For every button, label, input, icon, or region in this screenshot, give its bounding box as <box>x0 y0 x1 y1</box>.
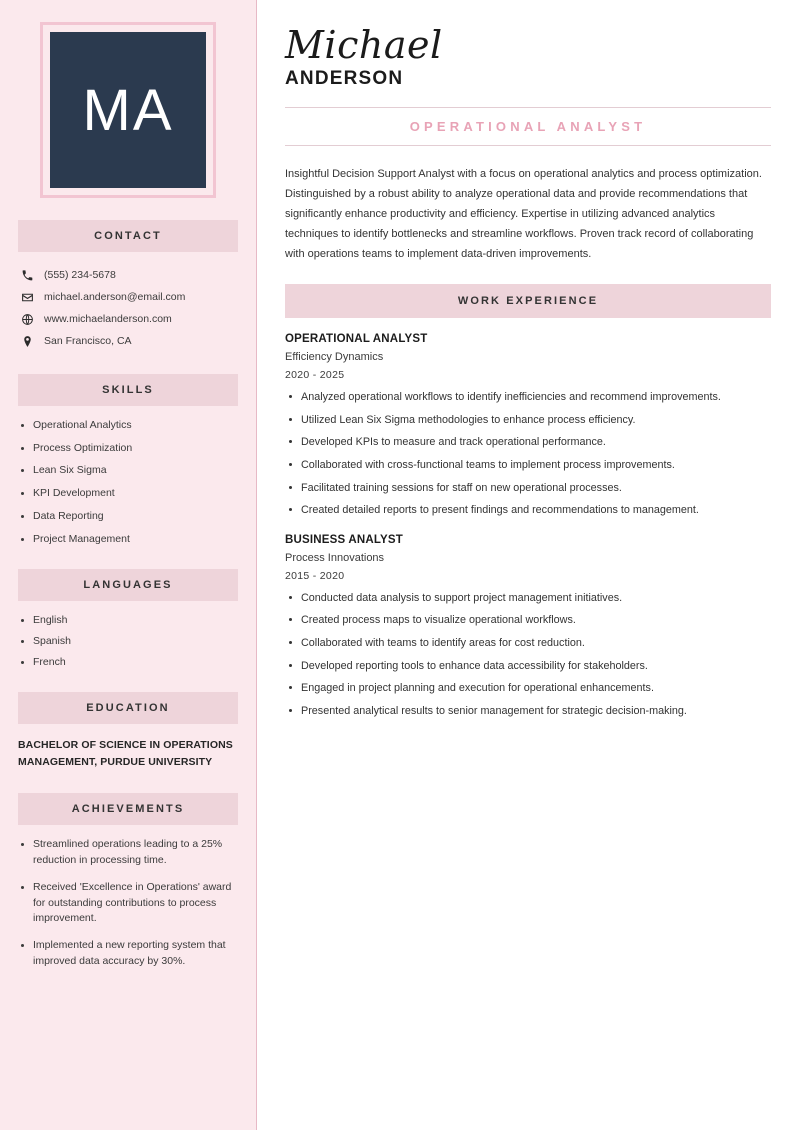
contact-list <box>18 264 238 352</box>
list-item: Utilized Lean Six Sigma methodologies to enhance process efficiency. <box>285 412 771 428</box>
job-bullet-list <box>285 590 771 720</box>
sidebar-heading-education: EDUCATION <box>18 692 238 724</box>
contact-item-phone[interactable] <box>18 264 238 286</box>
contact-value-location: San Francisco, CA <box>44 335 132 347</box>
job-title: OPERATIONAL ANALYST <box>409 118 647 134</box>
job-role: BUSINESS ANALYST <box>285 533 404 546</box>
list-item: KPI Development <box>18 486 238 501</box>
list-item: Collaborated with teams to identify areas for cost reduction. <box>285 635 771 651</box>
experience-entry <box>285 534 771 720</box>
job-dates: 2020 - 2025 <box>285 368 345 381</box>
experience-entry <box>285 333 771 519</box>
list-item: Process Optimization <box>18 441 238 456</box>
education-entry: BACHELOR OF SCIENCE IN OPERATIONS MANAGEMENT, PURDUE UNIVERSITY <box>18 739 233 769</box>
list-item: Facilitated training sessions for staff on new operational processes. <box>285 480 771 496</box>
last-name: ANDERSON <box>285 67 404 89</box>
job-dates: 2015 - 2020 <box>285 569 345 582</box>
job-role: OPERATIONAL ANALYST <box>285 332 428 345</box>
list-item: Developed reporting tools to enhance data accessibility for stakeholders. <box>285 658 771 674</box>
list-item: Conducted data analysis to support project management initiatives. <box>285 590 771 606</box>
sidebar-heading-achievements: ACHIEVEMENTS <box>18 793 238 825</box>
list-item: Spanish <box>18 634 238 649</box>
list-item: Developed KPIs to measure and track operational performance. <box>285 434 771 450</box>
sidebar-heading-contact: CONTACT <box>18 220 238 252</box>
list-item: Created process maps to visualize operational workflows. <box>285 612 771 628</box>
phone-icon <box>20 268 34 282</box>
sidebar-heading-skills: SKILLS <box>18 374 238 406</box>
monogram-frame <box>40 22 216 198</box>
job-title-banner <box>285 107 771 146</box>
list-item: Implemented a new reporting system that improved data accuracy by 30%. <box>18 938 238 970</box>
list-item: Created detailed reports to present findings and recommendations to management. <box>285 502 771 518</box>
contact-value-phone: (555) 234-5678 <box>44 269 116 281</box>
list-item: Operational Analytics <box>18 418 238 433</box>
list-item: English <box>18 613 238 628</box>
job-company: Efficiency Dynamics <box>285 350 384 363</box>
first-name: Michael <box>285 23 443 67</box>
sidebar-heading-languages: LANGUAGES <box>18 569 238 601</box>
envelope-icon <box>20 290 34 304</box>
list-item: Lean Six Sigma <box>18 463 238 478</box>
professional-summary: Insightful Decision Support Analyst with a focus on operational analytics and process optimization. Distinguished by a robust ability to analyze operational data and provide recommendations that significantly enhance productivity and efficiency. Expertise in utilizing advanced analytics techniques to identify bottlenecks and streamline workflows. Proven track record of collaborating with operations teams to implement data-driven improvements. <box>285 167 762 260</box>
location-pin-icon <box>20 334 34 348</box>
list-item: Engaged in project planning and execution for operational enhancements. <box>285 680 771 696</box>
page-title <box>285 23 771 90</box>
monogram-initials: MA <box>50 32 206 188</box>
contact-item-email[interactable] <box>18 286 238 308</box>
list-item: Received 'Excellence in Operations' award for outstanding contributions to process improvement. <box>18 880 238 927</box>
list-item: Streamlined operations leading to a 25% reduction in processing time. <box>18 837 238 869</box>
contact-value-email: michael.anderson@email.com <box>44 291 186 303</box>
languages-list <box>18 613 238 671</box>
list-item: Presented analytical results to senior management for strategic decision-making. <box>285 703 771 719</box>
list-item: Project Management <box>18 532 238 547</box>
job-company: Process Innovations <box>285 551 385 564</box>
sidebar <box>0 0 256 1130</box>
list-item: Analyzed operational workflows to identify inefficiencies and recommend improvements. <box>285 389 771 405</box>
contact-item-website[interactable] <box>18 308 238 330</box>
achievements-list <box>18 837 238 969</box>
globe-icon <box>20 312 34 326</box>
skills-list <box>18 418 238 547</box>
job-bullet-list <box>285 389 771 519</box>
list-item: Collaborated with cross-functional teams to implement process improvements. <box>285 457 771 473</box>
contact-value-website: www.michaelanderson.com <box>44 313 172 325</box>
section-heading-work-experience: WORK EXPERIENCE <box>285 284 771 318</box>
main-content <box>256 0 800 1130</box>
list-item: Data Reporting <box>18 509 238 524</box>
sidebar-divider <box>256 0 257 1130</box>
list-item: French <box>18 655 238 670</box>
contact-item-location[interactable] <box>18 330 238 352</box>
